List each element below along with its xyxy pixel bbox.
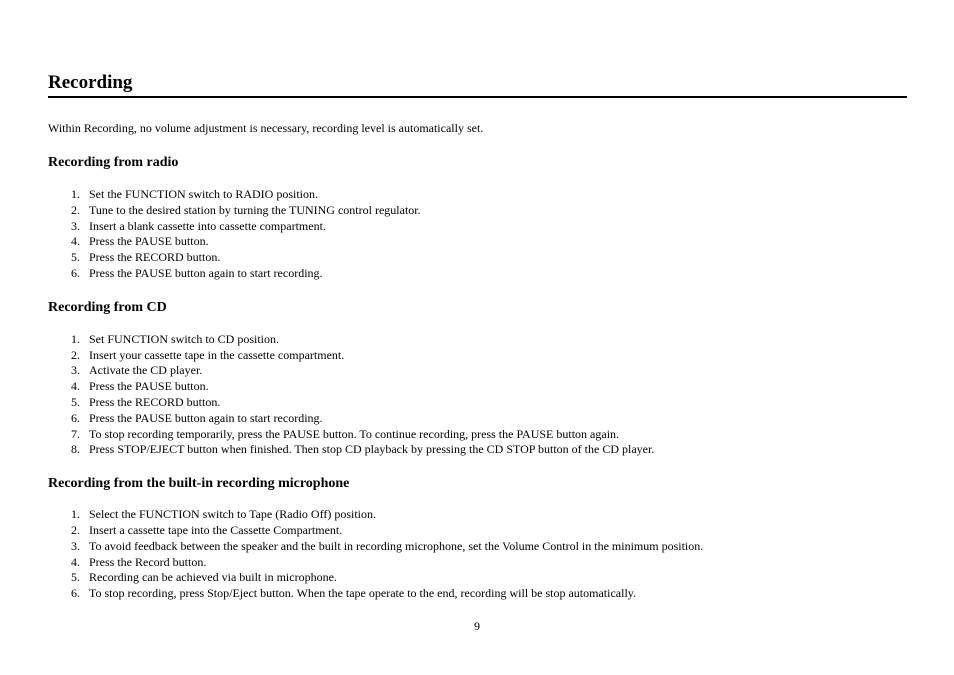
list-item bbox=[48, 266, 907, 282]
list-item bbox=[48, 570, 907, 586]
list-item bbox=[48, 250, 907, 266]
step-number: 4. bbox=[71, 379, 80, 394]
step-text: Press STOP/EJECT button when finished. Then stop CD playback by pressing the CD STOP button of the CD player. bbox=[89, 442, 655, 457]
step-number: 5. bbox=[71, 250, 80, 265]
step-text: Tune to the desired station by turning the TUNING control regulator. bbox=[89, 202, 421, 217]
step-text: Insert a blank cassette into cassette compartment. bbox=[89, 218, 326, 233]
step-text: Recording can be achieved via built in microphone. bbox=[89, 570, 337, 585]
section-heading-microphone: Recording from the built-in recording microphone bbox=[48, 476, 350, 492]
step-number: 6. bbox=[71, 265, 80, 280]
step-text: To stop recording, press Stop/Eject button. When the tape operate to the end, recording will be stop automatically. bbox=[89, 586, 637, 601]
step-number: 1. bbox=[71, 507, 80, 522]
step-number: 2. bbox=[71, 347, 80, 362]
list-item bbox=[48, 363, 907, 379]
list-item bbox=[48, 427, 907, 443]
step-text: Set FUNCTION switch to CD position. bbox=[89, 331, 280, 346]
step-text: Set the FUNCTION switch to RADIO position. bbox=[89, 187, 318, 201]
list-item bbox=[48, 332, 907, 348]
page-title: Recording bbox=[48, 72, 907, 98]
list-item bbox=[48, 234, 907, 250]
steps-list-cd bbox=[48, 332, 907, 458]
list-item bbox=[48, 586, 907, 602]
step-text: Press the PAUSE button. bbox=[89, 234, 209, 249]
steps-list-microphone bbox=[48, 507, 907, 602]
page-number: 9 bbox=[474, 619, 480, 633]
step-text: Press the RECORD button. bbox=[89, 394, 221, 409]
section-heading-radio: Recording from radio bbox=[48, 155, 179, 170]
document-page bbox=[48, 72, 907, 602]
step-number: 4. bbox=[71, 234, 80, 249]
step-number: 6. bbox=[71, 410, 80, 425]
list-item bbox=[48, 411, 907, 427]
step-number: 2. bbox=[71, 202, 80, 217]
step-text: Press the PAUSE button again to start recording. bbox=[89, 265, 323, 280]
step-number: 3. bbox=[71, 363, 80, 378]
step-text: To avoid feedback between the speaker and the built in recording microphone, set the Volume Control in the minimum position. bbox=[89, 538, 704, 553]
step-number: 6. bbox=[71, 586, 80, 601]
intro-paragraph: Within Recording, no volume adjustment is necessary, recording level is automatically set. bbox=[48, 121, 484, 135]
list-item bbox=[48, 523, 907, 539]
step-number: 7. bbox=[71, 426, 80, 441]
step-text: Insert your cassette tape in the cassette compartment. bbox=[89, 347, 345, 362]
step-number: 4. bbox=[71, 554, 80, 569]
step-text: Press the PAUSE button. bbox=[89, 379, 209, 394]
steps-list-radio bbox=[48, 187, 907, 282]
step-number: 3. bbox=[71, 538, 80, 553]
step-text: Select the FUNCTION switch to Tape (Radio Off) position. bbox=[89, 507, 377, 522]
step-number: 1. bbox=[71, 187, 80, 201]
list-item bbox=[48, 395, 907, 411]
list-item bbox=[48, 348, 907, 364]
list-item bbox=[48, 219, 907, 235]
step-number: 8. bbox=[71, 442, 80, 457]
step-text: Activate the CD player. bbox=[89, 363, 203, 378]
step-number: 3. bbox=[71, 218, 80, 233]
list-item bbox=[48, 203, 907, 219]
step-text: Press the RECORD button. bbox=[89, 250, 221, 265]
list-item bbox=[48, 187, 907, 203]
step-text: To stop recording temporarily, press the PAUSE button. To continue recording, press the PAUSE button again. bbox=[89, 426, 620, 441]
list-item bbox=[48, 539, 907, 555]
step-number: 5. bbox=[71, 394, 80, 409]
list-item bbox=[48, 555, 907, 571]
list-item bbox=[48, 379, 907, 395]
step-number: 1. bbox=[71, 331, 80, 346]
step-text: Press the Record button. bbox=[89, 554, 207, 569]
step-text: Press the PAUSE button again to start recording. bbox=[89, 410, 323, 425]
list-item bbox=[48, 442, 907, 458]
list-item bbox=[48, 507, 907, 523]
step-number: 5. bbox=[71, 570, 80, 585]
section-heading-cd: Recording from CD bbox=[48, 299, 167, 315]
step-number: 2. bbox=[71, 522, 80, 537]
step-text: Insert a cassette tape into the Cassette Compartment. bbox=[89, 522, 343, 537]
